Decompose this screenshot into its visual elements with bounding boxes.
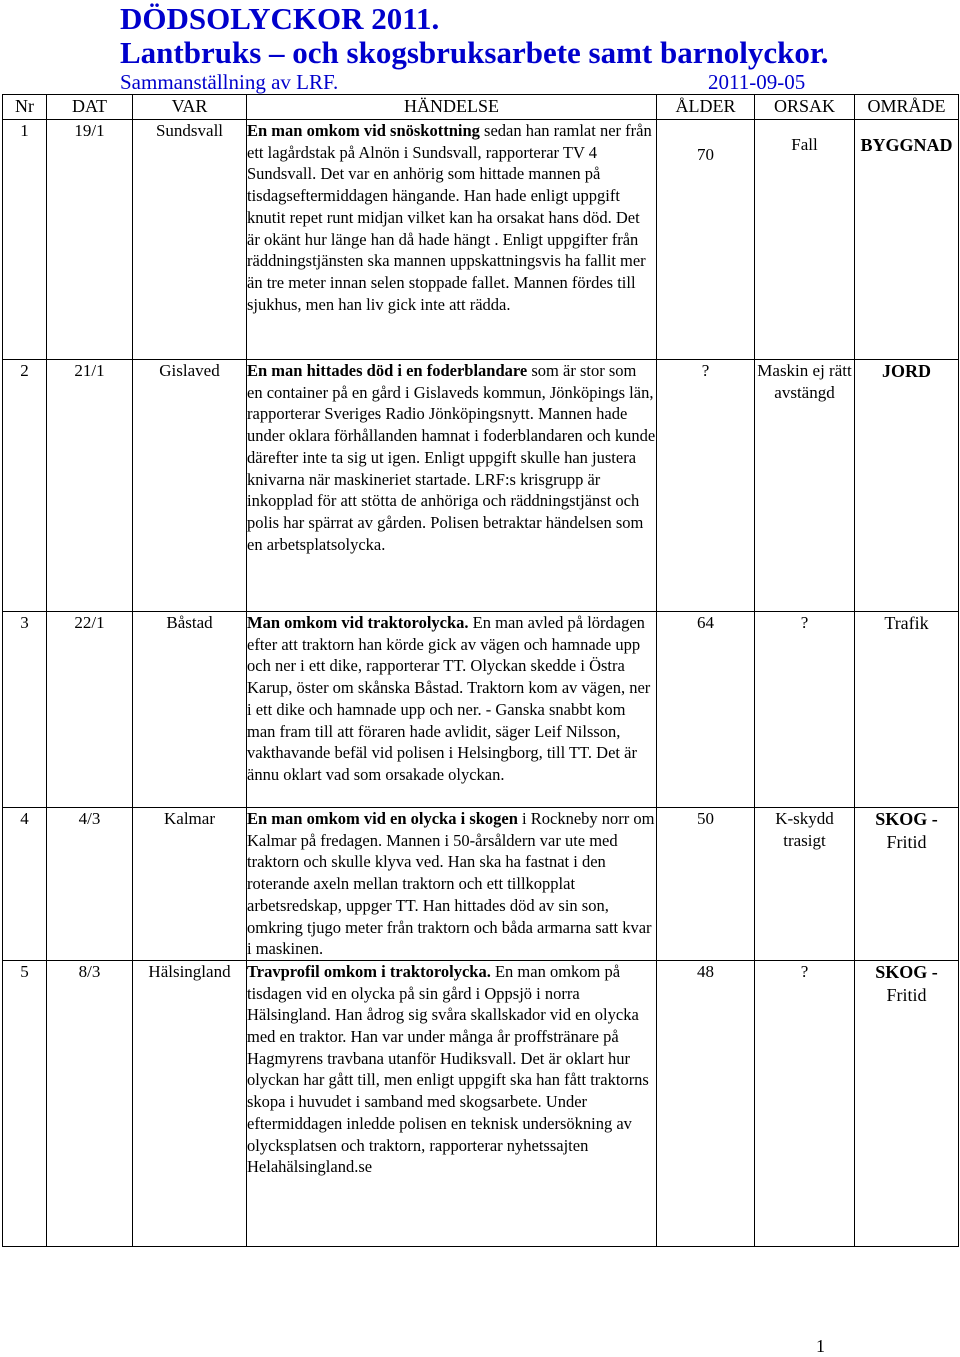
- event-text: som är stor som en container på en gård i Gislaveds kommun, Jönköpings län, rapporterar Sveriges Radio Jönköpingsnytt. Mannen hade under oklara förhållanden hamnat i foderblandaren och kunde därefter inte ta sig ut igen. Enligt uppgift skulle han justera knivarna när maskineriet startade. LRF:s krisgrupp är inkopplad för att stötta de anhöriga och räddningstjänst och polis har spärrat av gården. Polisen betraktar händelsen som en arbetsplatsolycka.: [247, 361, 656, 554]
- row-event: [247, 960, 657, 1246]
- row-event: [247, 120, 657, 360]
- event-text: En man omkom på tisdagen vid en olycka på sin gård i Oppsjö i norra Hälsingland. Han ådrog sig svåra skallskador vid en olycka med en traktor. Han var under många år proffstränare på Hagmyrens travbana utanför Hudiksvall. Det är oklart hur olyckan har gått till, men enligt uppgift ska han fått traktorns skopa i huvudet i samband med skogsarbete. Under eftermiddagen inledde polisen en teknisk undersökning av olycksplatsen och traktorn, rapporterar nyhetssajten Helahälsingland.se: [247, 961, 649, 1177]
- row-date: 22/1: [47, 612, 133, 808]
- compilation-note: Sammanställning av LRF.: [120, 70, 339, 94]
- table-row: [3, 360, 959, 612]
- row-nr: 2: [3, 360, 47, 612]
- row-cause: Maskin ej rätt avstängd: [755, 360, 855, 612]
- row-area: BYGGNAD: [860, 135, 953, 155]
- row-date: 19/1: [47, 120, 133, 360]
- row-location: Gislaved: [133, 360, 247, 612]
- table-row: [3, 612, 959, 808]
- row-cause: Fall: [755, 120, 855, 360]
- column-header-orsak: ORSAK: [755, 95, 855, 120]
- row-nr: 1: [3, 120, 47, 360]
- table-header-row: [3, 95, 959, 120]
- row-cause: ?: [755, 960, 855, 1246]
- row-age: 70: [657, 120, 755, 360]
- document-title: DÖDSOLYCKOR 2011.: [120, 1, 440, 36]
- column-header-var: VAR: [133, 95, 247, 120]
- row-nr: 4: [3, 808, 47, 961]
- row-area: JORD: [882, 361, 931, 381]
- row-date: 8/3: [47, 960, 133, 1246]
- row-age: 48: [657, 960, 755, 1246]
- column-header-omrade: OMRÅDE: [855, 95, 959, 120]
- row-area: [855, 960, 959, 1246]
- row-cause: ?: [755, 612, 855, 808]
- row-age: ?: [657, 360, 755, 612]
- table-row: [3, 808, 959, 961]
- table-row: [3, 120, 959, 360]
- document-date: 2011-09-05: [708, 70, 806, 94]
- event-text: En man avled på lördagen efter att traktorn han körde gick av vägen och hamnade upp och ner i ett dike, rapporterar TT. Olyckan skedde i Östra Karup, öster om skånska Båstad. Traktorn kom av vägen, ner i ett dike och hamnade upp och ner. - Ganska snabbt kom man fram till att föraren hade avlidit, säger Leif Nilsson, vakthavande befäl vid polisen i Helsingborg, till TT. Det är ännu oklart vad som orsakade olyckan.: [247, 613, 651, 784]
- event-headline: Man omkom vid traktorolycka.: [247, 613, 469, 632]
- document-subtitle: Lantbruks – och skogsbruksarbete samt barnolyckor.: [120, 35, 829, 70]
- row-location: Sundsvall: [133, 120, 247, 360]
- row-area-detail: Fritid: [886, 984, 927, 1005]
- accident-table: [2, 94, 959, 1247]
- row-area: Trafik: [884, 613, 929, 633]
- event-headline: En man omkom vid snöskottning: [247, 121, 480, 140]
- row-area-type: SKOG -: [875, 809, 938, 829]
- column-header-dat: DAT: [47, 95, 133, 120]
- column-header-handelse: HÄNDELSE: [247, 95, 657, 120]
- event-text: i Rockneby norr om Kalmar på fredagen. Mannen i 50-årsåldern var ute med traktorn och skulle klyva ved. Han ska ha fastnat i den roterande axeln mellan traktorn och ett tillkopplat arbetsredskap, uppger TT. Han hittades död av sin son, omkring tjugo meter från traktorn och båda armarna satt kvar i maskinen.: [247, 809, 655, 959]
- table-row: [3, 960, 959, 1246]
- row-date: 21/1: [47, 360, 133, 612]
- event-headline: En man hittades död i en foderblandare: [247, 361, 528, 380]
- row-event: [247, 808, 657, 961]
- row-location: Båstad: [133, 612, 247, 808]
- row-location: Hälsingland: [133, 960, 247, 1246]
- row-date: 4/3: [47, 808, 133, 961]
- column-header-alder: ÅLDER: [657, 95, 755, 120]
- row-age: 64: [657, 612, 755, 808]
- event-headline: En man omkom vid en olycka i skogen: [247, 809, 518, 828]
- row-location: Kalmar: [133, 808, 247, 961]
- row-area: [855, 808, 959, 961]
- row-nr: 3: [3, 612, 47, 808]
- row-area-detail: Fritid: [886, 832, 927, 852]
- event-headline: Travprofil omkom i traktorolycka.: [247, 961, 491, 981]
- row-event: [247, 360, 657, 612]
- row-area-type: SKOG -: [875, 961, 938, 982]
- column-header-nr: Nr: [3, 95, 47, 120]
- row-cause: K-skydd trasigt: [755, 808, 855, 961]
- row-age: 50: [657, 808, 755, 961]
- row-event: [247, 612, 657, 808]
- row-nr: 5: [3, 960, 47, 1246]
- event-text: sedan han ramlat ner från ett lagårdstak på Alnön i Sundsvall, rapporterar TV 4 Sundsvall. Det var en anhörig som hittade mannen på tisdagseftermiddagen hängande. Han hade enligt uppgift knutit repet runt midjan vilket kan ha orsakat hans död. Det är okänt hur länge han då hade hängt . Enligt uppgifter från räddningstjänsten ska mannen uppskattningsvis ha fallit mer än tre meter innan selen stoppade fallet. Mannen fördes till sjukhus, men han liv gick inte att rädda.: [247, 121, 652, 314]
- page-number: 1: [816, 1336, 825, 1356]
